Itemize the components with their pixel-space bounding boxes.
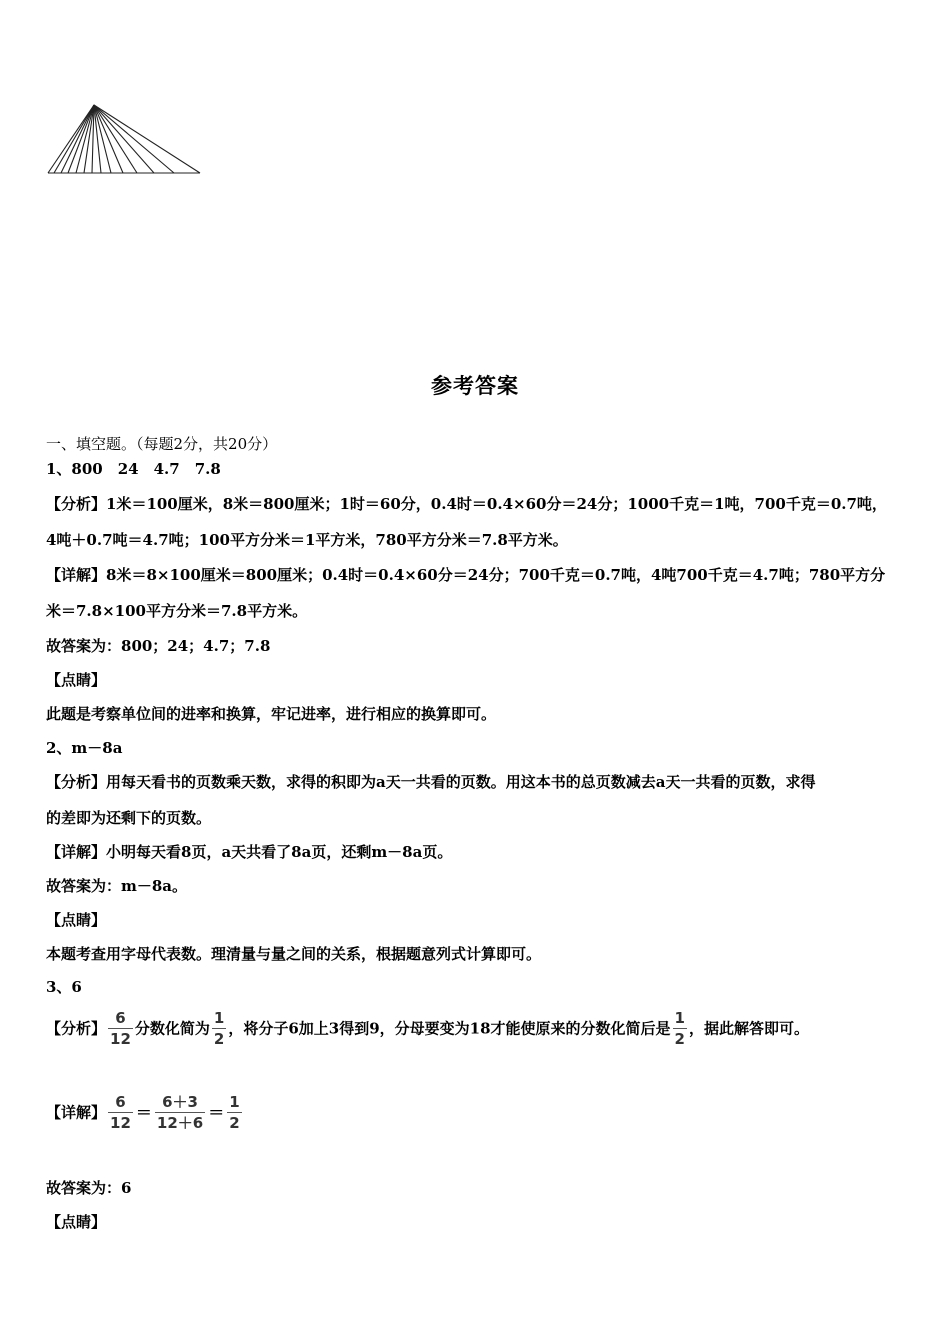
fraction-6-12 [108, 1094, 133, 1131]
q3-detail [46, 1094, 244, 1131]
fraction-6-12 [108, 1010, 133, 1047]
fraction-numerator: 6 [115, 1093, 126, 1111]
q3-analysis-label: 【分析】 [46, 1019, 107, 1038]
fraction-denominator: 2 [229, 1114, 240, 1132]
fraction-denominator: 12 [110, 1030, 131, 1048]
q1-tip: 此题是考察单位间的进率和换算，牢记进率，进行相应的换算即可。 [46, 705, 497, 723]
q3-analysis-mid: 分数化简为 [134, 1019, 210, 1038]
fan-triangle-figure [44, 98, 206, 180]
q3-answer: 3、6 [46, 978, 82, 996]
q3-analysis [46, 1010, 809, 1047]
section-heading: 一、填空题。（每题2分，共20分） [46, 435, 278, 453]
equals-sign: ＝ [208, 1102, 225, 1122]
q2-final-answer: 故答案为：m－8a。 [46, 877, 188, 895]
fraction-expanded [155, 1094, 205, 1131]
fraction-denominator: 12＋6 [156, 1114, 204, 1132]
q3-tip-label: 【点睛】 [46, 1213, 107, 1231]
q1-detail-line1: 【详解】8米＝8×100厘米＝800厘米；0.4时＝0.4×60分＝24分；700千克＝0.7吨，4吨700千克＝4.7吨；780平方分 [46, 566, 886, 584]
q2-tip-label: 【点睛】 [46, 911, 107, 929]
fraction-numerator: 1 [674, 1009, 685, 1027]
q1-analysis-line1: 【分析】1米＝100厘米，8米＝800厘米；1时＝60分，0.4时＝0.4×60分＝24分；1000千克＝1吨，700千克＝0.7吨， [46, 495, 887, 513]
fraction-numerator: 1 [213, 1009, 225, 1027]
fraction-1-2 [227, 1094, 241, 1131]
fraction-numerator: 6 [115, 1009, 126, 1027]
fraction-denominator: 12 [110, 1114, 131, 1132]
q1-final-answer: 故答案为：800；24；4.7；7.8 [46, 637, 271, 655]
q1-tip-label: 【点睛】 [46, 671, 107, 689]
fraction-denominator: 2 [674, 1030, 685, 1048]
q3-final-answer: 故答案为：6 [46, 1179, 132, 1197]
q1-answer: 1、800 24 4.7 7.8 [46, 460, 221, 478]
q3-analysis-tail: ，将分子6加上3得到9，分母要变为18才能使原来的分数化简后是 [228, 1019, 671, 1038]
q2-answer: 2、m－8a [46, 739, 123, 757]
equals-sign: ＝ [135, 1102, 152, 1122]
fraction-1-2 [673, 1010, 687, 1047]
q2-analysis-line2: 的差即为还剩下的页数。 [46, 809, 212, 827]
q3-analysis-end: ，据此解答即可。 [688, 1019, 809, 1038]
fraction-denominator: 2 [213, 1030, 225, 1048]
page-title: 参考答案 [431, 373, 519, 398]
q1-detail-line2: 米＝7.8×100平方分米＝7.8平方米。 [46, 602, 308, 620]
q2-tip: 本题考查用字母代表数。理清量与量之间的关系，根据题意列式计算即可。 [46, 945, 542, 963]
fraction-numerator: 6＋3 [162, 1093, 198, 1111]
q3-detail-label: 【详解】 [46, 1103, 107, 1122]
q2-analysis-line1: 【分析】用每天看书的页数乘天数，求得的积即为a天一共看的页数。用这本书的总页数减去a天一共看的页数，求得 [46, 773, 816, 791]
q1-analysis-line2: 4吨＋0.7吨＝4.7吨；100平方分米＝1平方米，780平方分米＝7.8平方米。 [46, 531, 568, 549]
fraction-numerator: 1 [229, 1093, 240, 1111]
fraction-1-2 [212, 1010, 226, 1047]
q2-detail: 【详解】小明每天看8页，a天共看了8a页，还剩m－8a页。 [46, 843, 453, 861]
